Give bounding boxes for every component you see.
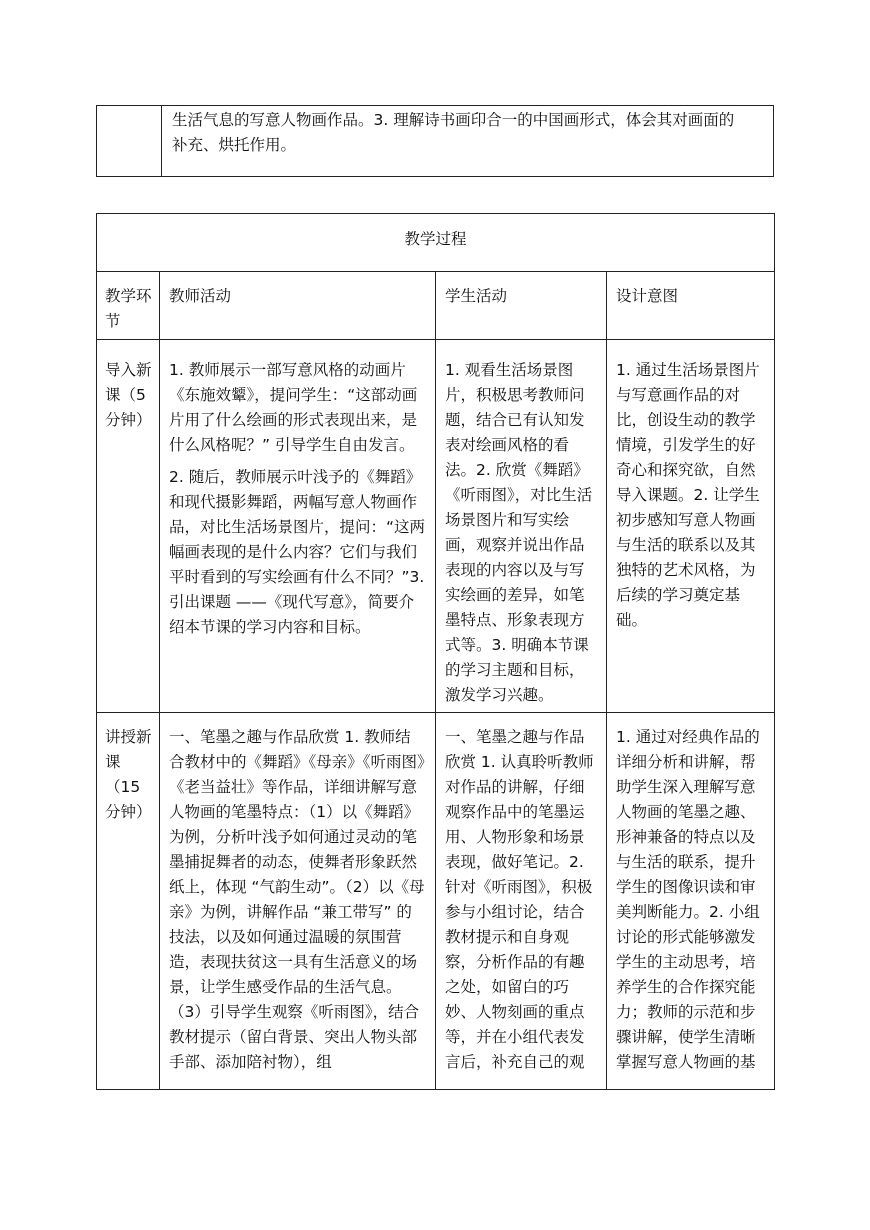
objectives-row: [97, 106, 774, 177]
teacher-activity-intro-p1: 1. 教师展示一部写意风格的动画片《东施效颦》，提问学生：“这部动画片用了什么绘画的形式表现出来，是什么风格呢？” 引导学生自由发言。: [169, 361, 418, 454]
objectives-text-cell: [162, 106, 774, 177]
design-intent-lecture: [607, 713, 775, 1090]
teaching-process-table: [96, 213, 775, 1090]
teacher-activity-intro: [160, 340, 436, 713]
design-intent-intro: 1. 通过生活场景图片与写意画作品的对比，创设生动的教学情境，引发学生的好奇心和探究欲，自然导入课题。2. 让学生初步感知写意人物画与生活的联系以及其独特的艺术风格，为后续的学习奠定基础。: [607, 340, 775, 713]
objectives-label-cell: [97, 106, 162, 177]
header-teacher: 教师活动: [160, 272, 436, 340]
header-intent: 设计意图: [607, 272, 775, 340]
header-stage: 教学环节: [97, 272, 160, 340]
objectives-line-2: 补充、烘托作用。: [172, 136, 297, 154]
table-row-lecture: [97, 713, 775, 1090]
teacher-activity-lecture-text: 一、笔墨之趣与作品欣赏 1. 教师结合教材中的《舞蹈》《母亲》《听雨图》《老当益壮》等作品，详细讲解写意人物画的笔墨特点：（1）以《舞蹈》为例，分析叶浅予如何通过灵动的笔墨捕捉舞者的动态，使舞者形象跃然纸上，体现 “气韵生动”。（2）以《母亲》为例，讲解作品 “兼工带写” 的技法，以及如何通过温暖的氛围营造，表现扶贫这一具有生活意义的场景，让学生感受作品的生活气息。（3）引导学生观察《听雨图》，结合教材提示（留白背景、突出人物头部手部、添加陪衬物），组: [169, 728, 425, 1071]
table-row-intro: [97, 340, 775, 713]
objectives-table: [96, 105, 774, 177]
stage-intro: 导入新课（5 分钟）: [97, 340, 160, 713]
student-activity-intro: 1. 观看生活场景图片，积极思考教师问题，结合已有认知发表对绘画风格的看法。2. 欣赏《舞蹈》《听雨图》，对比生活场景图片和写实绘画，观察并说出作品表现的内容以及与写实绘画的差异，如笔墨特点、形象表现方式等。3. 明确本节课的学习主题和目标，激发学习兴趣。: [436, 340, 607, 713]
stage-lecture-text: 讲授新课（15 分钟）: [105, 728, 152, 821]
objectives-line-1: 生活气息的写意人物画作品。3. 理解诗书画印合一的中国画形式，体会其对画面的: [172, 111, 735, 129]
design-intent-lecture-text: 1. 通过对经典作品的详细分析和讲解，帮助学生深入理解写意人物画的笔墨之趣、形神兼备的特点以及与生活的联系，提升学生的图像识读和审美判断能力。2. 小组讨论的形式能够激发学生的主动思考，培养学生的合作探究能力；教师的示范和步骤讲解，使学生清晰掌握写意人物画的基: [616, 728, 760, 1071]
stage-lecture: [97, 713, 160, 1090]
header-student: 学生活动: [436, 272, 607, 340]
student-activity-lecture: [436, 713, 607, 1090]
student-activity-lecture-text: 一、笔墨之趣与作品欣赏 1. 认真聆听教师对作品的讲解，仔细观察作品中的笔墨运用、人物形象和场景表现，做好笔记。2. 针对《听雨图》，积极参与小组讨论，结合教材提示和自身观察，分析作品的有趣之处，如留白的巧妙、人物刻画的重点等，并在小组代表发言后，补充自己的观: [445, 728, 594, 1071]
teacher-activity-lecture: [160, 713, 436, 1090]
teacher-activity-intro-p2: 2. 随后，教师展示叶浅予的《舞蹈》和现代摄影舞蹈，两幅写意人物画作品，对比生活场景图片，提问：“这两幅画表现的是什么内容？它们与我们平时看到的写实绘画有什么不同？”3. 引出课题 ——《现代写意》，简要介绍本节课的学习内容和目标。: [169, 468, 426, 636]
table-title: 教学过程: [97, 214, 775, 272]
header-row: [97, 272, 775, 340]
